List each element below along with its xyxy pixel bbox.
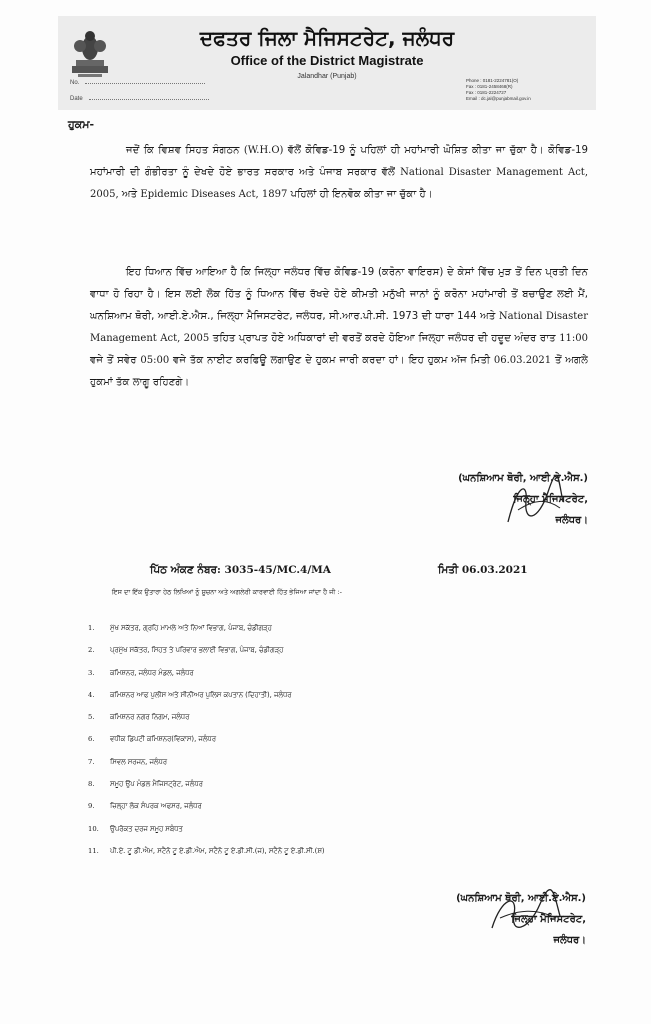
para1-text: ਵੱਲੋਂ ਕੋਵਿਡ-19 ਨੂੰ ਪਹਿਲਾਂ ਹੀ ਮਹਾਂਮਾਰੀ ਘੋਸ਼ਿਤ ਕੀਤਾ ਜਾ ਚੁੱਕਾ ਹੈ। ਕੋਵਿਡ-19 ਮਹਾਂਮਾਰੀ ਦੀ ਗੰਭੀਰਤਾ ਨੂੰ ਦੇਖਦੇ ਹੋਏ ਭਾਰਤ ਸਰਕਾਰ ਅਤੇ ਪੰਜਾਬ ਸਰਕਾਰ ਵੱਲੋਂ (90, 145, 589, 178)
signatory-designation: ਜਿਲ੍ਹਾ ਮੈਜਿਸਟਰੇਟ, (513, 494, 588, 505)
para2-time-start: 11:00 (559, 333, 589, 344)
contact-line: Fax : 0181-2458468(R) (466, 84, 513, 89)
signature-scribble-icon (498, 472, 568, 528)
signature-block-2 (378, 888, 586, 951)
list-item (88, 733, 325, 755)
endorsement-number: ਪਿੱਠ ਅੰਕਣ ਨੰਬਰ: 3035-45/MC.4/MA (150, 564, 331, 576)
endorsement-date: ਮਿਤੀ 06.03.2021 (438, 564, 528, 576)
order-heading: ਹੁਕਮ- (68, 118, 95, 131)
para2-text: ਤੋਂ ਅਗਲੇ ਹੁਕਮਾਂ ਤੱਕ ਲਾਗੂ ਰਹਿਣਗੇ। (90, 355, 589, 388)
date-line (89, 99, 209, 100)
signatory-designation: ਜਿਲ੍ਹਾ ਮੈਜਿਸਟਰੇਟ, (511, 914, 586, 925)
endorsement-intro: ਇਸ ਦਾ ਇੱਕ ਉਤਾਰਾ ਹੇਠ ਲਿਖਿਆਂ ਨੂੰ ਸੂਚਨਾ ਅਤੇ ਅਗਲੇਰੀ ਕਾਰਵਾਈ ਹਿੱਤ ਭੇਜਿਆ ਜਾਂਦਾ ਹੈ ਜੀ :- (112, 588, 342, 596)
para1-who: (W.H.O) (243, 145, 284, 156)
signatory-place: ਜਲੰਧਰ। (555, 515, 588, 526)
list-item (88, 845, 325, 867)
para2-time-end: 05:00 (140, 355, 170, 366)
para1-text: ਜਦੋਂ ਕਿ ਵਿਸ਼ਵ ਸਿਹਤ ਸੰਗਠਨ (126, 145, 244, 156)
list-item (88, 667, 325, 689)
signatory-name: (ਘਨਸ਼ਿਆਮ ਥੋਰੀ, ਆਈ.ਏ.ਐਸ.) (456, 893, 586, 904)
para2-act-ndma: National Disaster Management Act, 2005 (90, 311, 588, 344)
list-text: ਵਧੀਕ ਡਿਪਟੀ ਕਮਿਸ਼ਨਰ(ਵਿਕਾਸ), ਜਲੰਧਰ (110, 735, 216, 744)
list-text: ਉਪਰੋਕਤ ਦਰਜ ਸਮੂਹ ਸਬੰਧਤ (110, 824, 183, 833)
para1-text: ਪਹਿਲਾਂ ਹੀ ਇਨਵੋਕ ਕੀਤਾ ਜਾ ਚੁੱਕਾ ਹੈ। (287, 189, 433, 200)
list-number: 1. (88, 624, 95, 632)
list-number: 8. (88, 780, 95, 789)
list-text: ਕਮਿਸ਼ਨਰ, ਜਲੰਧਰ ਮੰਡਲ, ਜਲੰਧਰ (110, 668, 194, 677)
reference-fields (70, 80, 209, 112)
list-text: ਮੁੱਖ ਸਕੱਤਰ, ਗ੍ਰਹਿ ਮਾਮਲੇ ਅਤੇ ਨਿਆਂ ਵਿਭਾਗ, ਪੰਜਾਬ, ਚੰਡੀਗੜ੍ਹ (110, 624, 272, 632)
signatory-name: (ਘਨਸ਼ਿਆਮ ਥੋਰੀ, ਆਈ.ਏ.ਐਸ.) (458, 473, 588, 484)
office-title-punjabi: ਦਫਤਰ ਜਿਲਾ ਮੈਜਿਸਟਰੇਟ, ਜਲੰਧਰ (199, 26, 455, 50)
list-number: 2. (88, 646, 95, 655)
list-item (88, 711, 325, 733)
list-item (88, 622, 325, 644)
date-label: Date (70, 96, 83, 102)
endorsement-line (150, 564, 590, 577)
signatory-place: ਜਲੰਧਰ। (553, 935, 586, 946)
recipients-list (88, 622, 325, 867)
list-item (88, 644, 325, 666)
contact-line: Email : dc.jal@punjabmail.gov.in (466, 96, 531, 101)
list-text: ਕਮਿਸ਼ਨਰ ਆਫ ਪੁਲੀਸ ਅਤੇ ਸੀਨੀਅਰ ਪੁਲਿਸ ਕਪਤਾਨ (ਦਿਹਾਤੀ), ਜਲੰਧਰ (110, 690, 292, 699)
no-line (85, 83, 205, 84)
list-text: ਸਮੂਹ ਉਪ ਮੰਡਲ ਮੈਜਿਸਟ੍ਰੇਟ, ਜਲੰਧਰ (110, 780, 203, 789)
letterhead (58, 16, 596, 110)
para2-date: 06.03.2021 (493, 355, 552, 366)
list-text: ਜ਼ਿਲ੍ਹਾ ਲੋਕ ਸੰਪਰਕ ਅਫਸਰ, ਜਲੰਧਰ (110, 802, 202, 811)
list-item (88, 778, 325, 800)
para1-act-ndma: National Disaster Management Act, 2005, (90, 167, 589, 200)
no-label: No. (70, 80, 80, 86)
list-number: 11. (88, 846, 99, 855)
para2-text: ਵਜੇ ਤੋਂ ਸਵੇਰ (90, 355, 141, 366)
paragraph-2 (90, 262, 588, 394)
list-text: ਕਮਿਸ਼ਨਰ ਨਗਰ ਨਿਗਮ, ਜਲੰਧਰ (110, 713, 190, 722)
list-text: ਪ੍ਰਮੁੱਖ ਸਕੱਤਰ, ਸਿਹਤ ਤੇ ਪਰਿਵਾਰ ਭਲਾਈ ਵਿਭਾਗ, ਪੰਜਾਬ, ਚੰਡੀਗੜ੍ਹ (110, 646, 284, 655)
list-item (88, 800, 325, 822)
contact-block (466, 78, 531, 102)
contact-line: Phone : 0181-2224781(O) (466, 78, 519, 83)
paragraph-1 (90, 140, 588, 206)
para2-text: ਤਹਿਤ ਪ੍ਰਾਪਤ ਹੋਏ ਅਧਿਕਾਰਾਂ ਦੀ ਵਰਤੋਂ ਕਰਦੇ ਹੋਇਆ ਜਿਲ੍ਹਾ ਜਲੰਧਰ ਦੀ ਹਦੂਦ ਅੰਦਰ ਰਾਤ (209, 333, 560, 344)
para2-text: ਇਹ ਧਿਆਨ ਵਿੱਚ ਆਇਆ ਹੈ ਕਿ ਜਿਲ੍ਹਾ ਜਲੰਧਰ ਵਿੱਚ ਕੋਵਿਡ-19 (ਕਰੋਨਾ ਵਾਇਰਸ) ਦੇ ਕੇਸਾਂ ਵਿੱਚ ਮੁੜ ਤੋਂ ਦਿਨ ਪ੍ਰਤੀ ਦਿਨ ਵਾਧਾ ਹੋ ਰਿਹਾ ਹੈ। ਇਸ ਲਈ ਲੋਕ ਹਿੱਤ ਨੂੰ ਧਿਆਨ ਵਿੱਚ ਰੱਖਦੇ ਹੋਏ ਕੀਮਤੀ ਮਨੁੱਖੀ ਜਾਨਾਂ ਨੂੰ ਕਰੋਨਾ ਮਹਾਂਮਾਰੀ ਤੋਂ ਬਚਾਉਣ ਲਈ ਮੈਂ, ਘਨਸ਼ਿਆਮ ਥੋਰੀ, ਆਈ.ਏ.ਐਸ., ਜਿਲ੍ਹਾ ਮੈਜਿਸਟਰੇਟ, ਜਲੰਧਰ, ਸੀ.ਆਰ.ਪੀ.ਸੀ. 1973 ਦੀ ਧਾਰਾ 144 ਅਤੇ (90, 267, 588, 322)
list-number: 6. (88, 735, 95, 744)
list-number: 5. (88, 713, 95, 722)
list-text: ਸਿਵਲ ਸਰਜਨ, ਜਲੰਧਰ (110, 757, 168, 766)
list-number: 4. (88, 690, 95, 699)
list-number: 10. (88, 824, 99, 833)
list-number: 7. (88, 757, 95, 766)
signature-block-1 (380, 468, 588, 531)
list-text: ਪੀ.ਏ. ਟੂ ਡੀ.ਐਮ, ਸਟੈਨੋ ਟੂ ਏ.ਡੀ.ਐਮ, ਸਟੈਨੋ ਟੂ ਏ.ਡੀ.ਸੀ.(ਜ), ਸਟੈਨੋ ਟੂ ਏ.ਡੀ.ਸੀ.(ਸ਼) (110, 846, 325, 855)
list-item (88, 756, 325, 778)
para2-text: ਵਜੇ ਤੱਕ ਨਾਈਟ ਕਰਫਿਊ ਲਗਾਉਣ ਦੇ ਹੁਕਮ ਜਾਰੀ ਕਰਦਾ ਹਾਂ। ਇਹ ਹੁਕਮ ਅੱਜ ਮਿਤੀ (169, 355, 494, 366)
list-number: 3. (88, 668, 95, 677)
signature-scribble-icon (484, 888, 564, 936)
para1-act-epidemic: Epidemic Diseases Act, 1897 (140, 189, 288, 200)
office-city: Jalandhar (Punjab) (297, 73, 357, 80)
list-number: 9. (88, 802, 95, 811)
contact-line: Fax : 0181-2224727 (466, 90, 507, 95)
list-item (88, 689, 325, 711)
office-title-english: Office of the District Magistrate (230, 53, 424, 68)
list-item (88, 823, 325, 845)
para1-text: ਅਤੇ (118, 189, 141, 200)
